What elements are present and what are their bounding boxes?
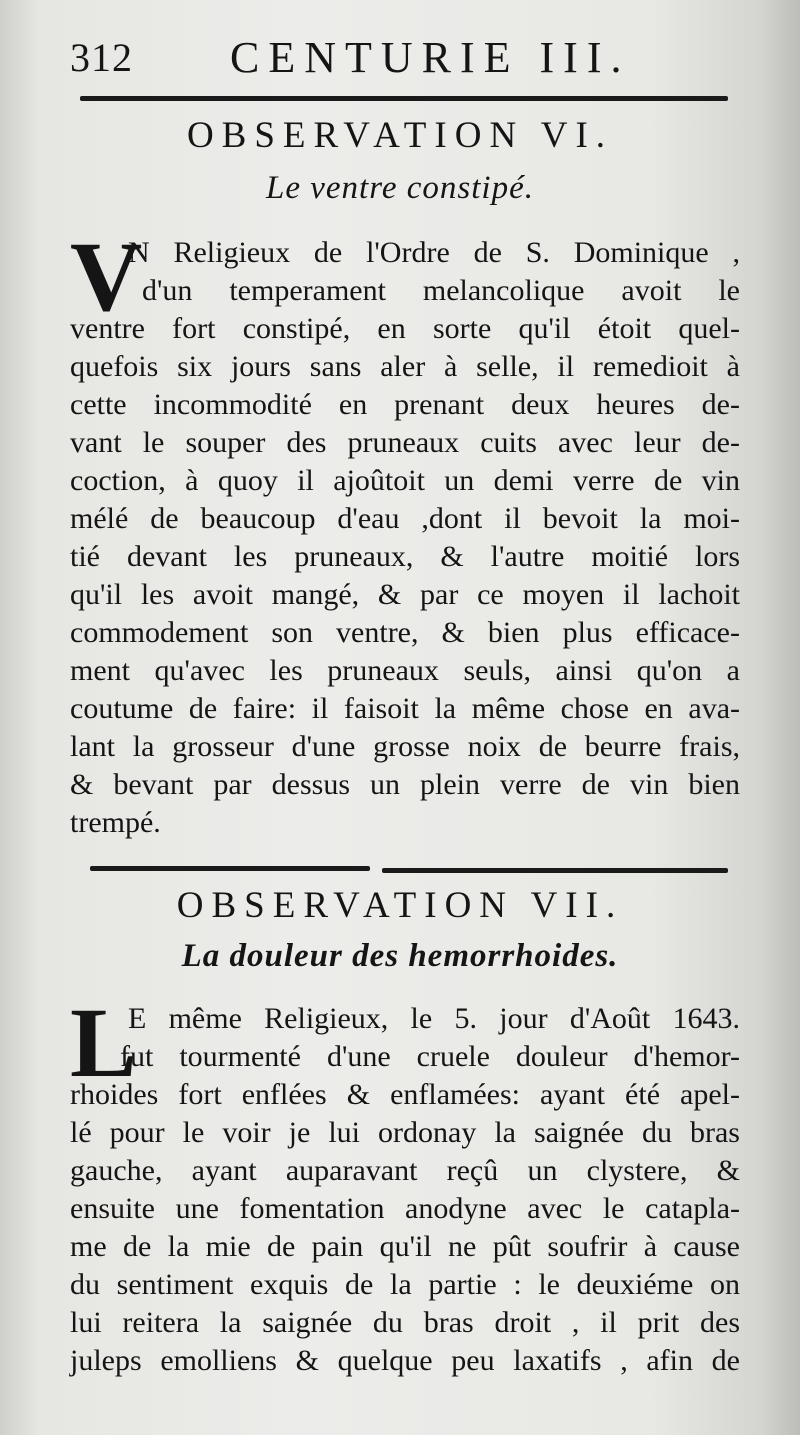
text-line: lé pour le voir je lui ordonay la saignée du bras (70, 1116, 740, 1149)
text-line: d'un temperament melancolique avoit le (142, 274, 740, 307)
text-line: commodement son ventre, & bien plus efficace- (70, 616, 740, 649)
observation-7-subtitle: La douleur des hemorrhoides. (181, 938, 619, 974)
section-rule-left (90, 866, 370, 871)
section-rule-right (382, 868, 728, 873)
text-line: ventre fort constipé, en sorte qu'il étoit quel- (70, 312, 740, 345)
text-line: tié devant les pruneaux, & l'autre moitié lors (70, 540, 740, 573)
running-title: CENTURIE III. (230, 33, 631, 82)
text-line: vant le souper des pruneaux cuits avec leur de- (70, 426, 740, 459)
text-line: & bevant par dessus un plein verre de vin bien (70, 768, 740, 801)
observation-6-title: OBSERVATION VI. (186, 115, 614, 156)
text-line: trempé. (70, 806, 161, 839)
observation-7-dropcap: L (70, 987, 137, 1098)
text-line: coction, à quoy il ajoûtoit un demi verre de vin (70, 464, 740, 497)
text-line: cette incommodité en prenant deux heures de- (70, 388, 740, 421)
text-line: me de la mie de pain qu'il ne pût soufrir à cause (70, 1230, 740, 1263)
text-line: gauche, ayant auparavant reçû un clystere, & (70, 1154, 740, 1187)
text-line: ment qu'avec les pruneaux seuls, ainsi qu'on a (70, 654, 740, 687)
observation-6-subtitle: Le ventre constipé. (266, 170, 534, 206)
header-rule (80, 96, 728, 101)
text-line: qu'il les avoit mangé, & par ce moyen il lachoit (70, 578, 740, 611)
text-line: lui reitera la saignée du bras droit , il prit des (70, 1306, 740, 1339)
text-line: fut tourmenté d'une cruele douleur d'hemor- (120, 1040, 740, 1073)
text-line: E même Religieux, le 5. jour d'Août 1643. (128, 1002, 740, 1035)
page-number: 312 (70, 35, 133, 80)
running-head (70, 28, 730, 88)
observation-6-dropcap: V (70, 221, 143, 332)
text-line: juleps emolliens & quelque peu laxatifs , afin de (70, 1344, 740, 1377)
text-line: quefois six jours sans aler à selle, il remedioit à (70, 350, 740, 383)
text-line: N Religieux de l'Ordre de S. Dominique , (128, 236, 740, 269)
text-line: rhoides fort enflées & enflamées: ayant été apel- (70, 1078, 740, 1111)
text-line: mélé de beaucoup d'eau ,dont il bevoit la moi- (70, 502, 740, 535)
text-line: lant la grosseur d'une grosse noix de beurre frais, (70, 730, 740, 763)
observation-7-title: OBSERVATION VII. (176, 885, 624, 926)
text-line: du sentiment exquis de la partie : le deuxiéme on (70, 1268, 740, 1301)
text-line: ensuite une fomentation anodyne avec le catapla- (70, 1192, 740, 1225)
text-line: coutume de faire: il faisoit la même chose en ava- (70, 692, 740, 725)
